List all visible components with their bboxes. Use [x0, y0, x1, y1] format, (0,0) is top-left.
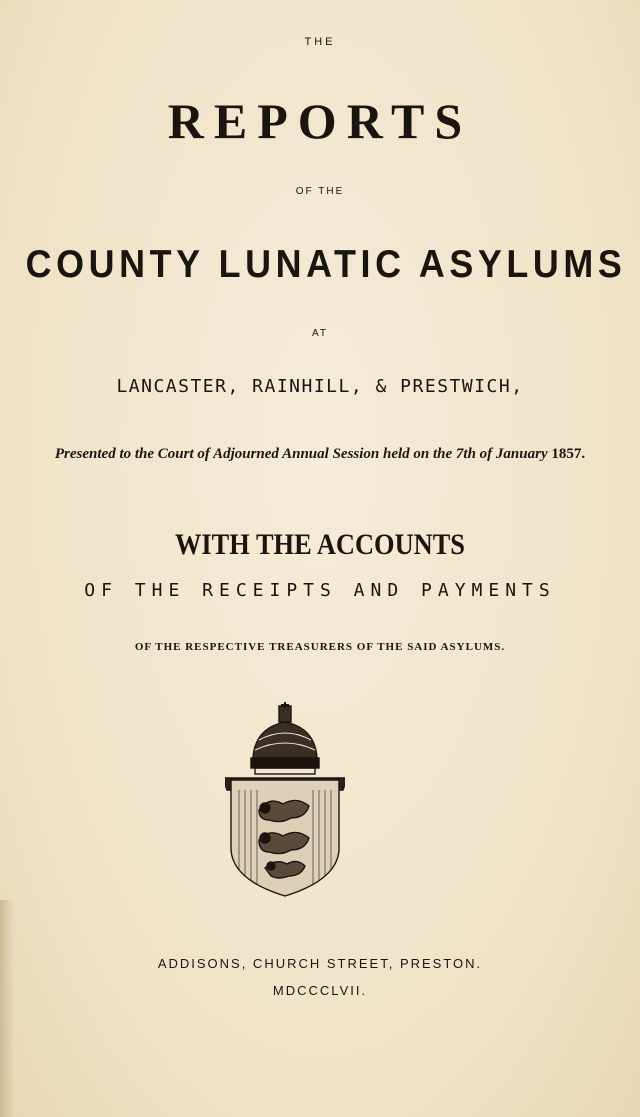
publication-date: MDCCCLVII. [272, 983, 368, 998]
page-edge-shadow [0, 900, 14, 1117]
reports-title: REPORTS [167, 93, 473, 149]
presented-text: Presented to the Court of Adjourned Annual Session held on the 7th of January [54, 446, 548, 462]
printer-line: ADDISONS, CHURCH STREET, PRESTON. [157, 956, 483, 971]
crown-shield-emblem-icon [225, 700, 345, 900]
presented-year: 1857. [551, 446, 586, 462]
receipts-payments-heading: OF THE RECEIPTS AND PAYMENTS [84, 580, 556, 601]
of-the-line: OF THE [295, 186, 345, 197]
treasurers-line: OF THE RESPECTIVE TREASURERS OF THE SAID ASYLUMS. [134, 641, 506, 653]
the-heading: THE [304, 36, 336, 48]
presented-line [0, 446, 640, 463]
at-line: AT [311, 328, 329, 339]
places-line: LANCASTER, RAINHILL, & PRESTWICH, [116, 376, 524, 397]
with-accounts-heading: WITH THE ACCOUNTS [175, 528, 465, 561]
county-asylums-title: COUNTY LUNATIC ASYLUMS [25, 243, 627, 286]
